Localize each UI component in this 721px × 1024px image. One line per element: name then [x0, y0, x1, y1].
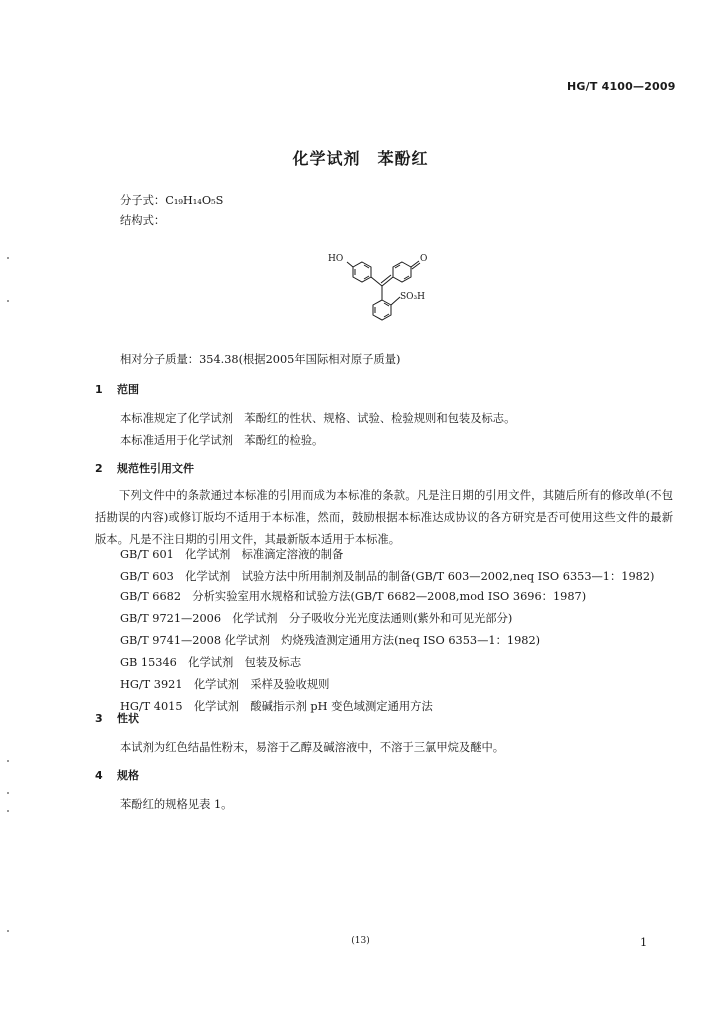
page-title: 化学试剂 苯酚红: [292, 149, 429, 168]
section-heading-1: [95, 381, 139, 397]
scan-speck: [7, 257, 9, 259]
reference-item: GB 15346 化学试剂 包装及标志: [120, 656, 302, 669]
reference-item: GB/T 9721—2006 化学试剂 分子吸收分光光度法通则(紫外和可见光部分): [120, 612, 513, 625]
section-number: 4: [95, 769, 103, 782]
page-number: 1: [640, 936, 648, 949]
structural-formula: [318, 242, 448, 338]
formula-label: 分子式：: [120, 194, 166, 207]
reference-item: GB/T 6682 分析实验室用水规格和试验方法(GB/T 6682—2008,mod ISO 3696：1987): [120, 590, 587, 603]
scan-speck: [7, 930, 9, 932]
section-heading-4: [95, 767, 139, 783]
body-line: 本标准适用于化学试剂 苯酚红的检验。: [120, 434, 324, 447]
structure-label: 结构式：: [120, 214, 166, 227]
section-number: 3: [95, 712, 103, 725]
scan-speck: [7, 300, 9, 302]
scan-speck: [7, 760, 9, 762]
body-line: 本标准规定了化学试剂 苯酚红的性状、规格、试验、检验规则和包装及标志。: [120, 412, 516, 425]
section-title: 性状: [117, 712, 139, 725]
section-number: 2: [95, 462, 103, 475]
reference-item: GB/T 603 化学试剂 试验方法中所用制剂及制品的制备(GB/T 603—2002,neq ISO 6353—1：1982): [120, 570, 655, 583]
body-line: 本试剂为红色结晶性粉末，易溶于乙醇及碱溶液中，不溶于三氯甲烷及醚中。: [120, 741, 505, 754]
reference-item: HG/T 4015 化学试剂 酸碱指示剂 pH 变色域测定通用方法: [120, 700, 433, 713]
body-line: 苯酚红的规格见表 1。: [120, 798, 233, 811]
ho-label: HO: [328, 254, 344, 264]
oxo-label: O: [420, 254, 428, 264]
formula-text: C₁₉H₁₄O₅S: [165, 194, 224, 207]
formula-line: [120, 192, 223, 208]
references-intro: 下列文件中的条款通过本标准的引用而成为本标准的条款。凡是注日期的引用文件，其随后所有的修改单(不包括勘误的内容)或修订版均不适用于本标准，然而，鼓励根据本标准达成协议的各方研究是否可使用这些文件的最新版本。凡是不注日期的引用文件，其最新版本适用于本标准。: [95, 489, 673, 546]
scan-speck: [7, 792, 9, 794]
section-heading-3: [95, 710, 139, 726]
section-title: 规范性引用文件: [117, 462, 194, 475]
standard-code: HG/T 4100—2009: [567, 80, 676, 93]
reference-item: GB/T 601 化学试剂 标准滴定溶液的制备: [120, 548, 344, 561]
section-title: 范围: [117, 383, 139, 396]
scan-speck: [7, 810, 9, 812]
section-number: 1: [95, 383, 103, 396]
reference-item: HG/T 3921 化学试剂 采样及验收规则: [120, 678, 330, 691]
section-title: 规格: [117, 769, 139, 782]
section-heading-2: [95, 460, 194, 476]
molar-mass: 相对分子质量：354.38(根据2005年国际相对原子质量): [120, 353, 401, 366]
sulfonic-label: SO₃H: [400, 292, 426, 302]
reference-item: GB/T 9741—2008 化学试剂 灼烧残渣测定通用方法(neq ISO 6353—1：1982): [120, 634, 541, 647]
footer-center: (13): [351, 936, 370, 946]
